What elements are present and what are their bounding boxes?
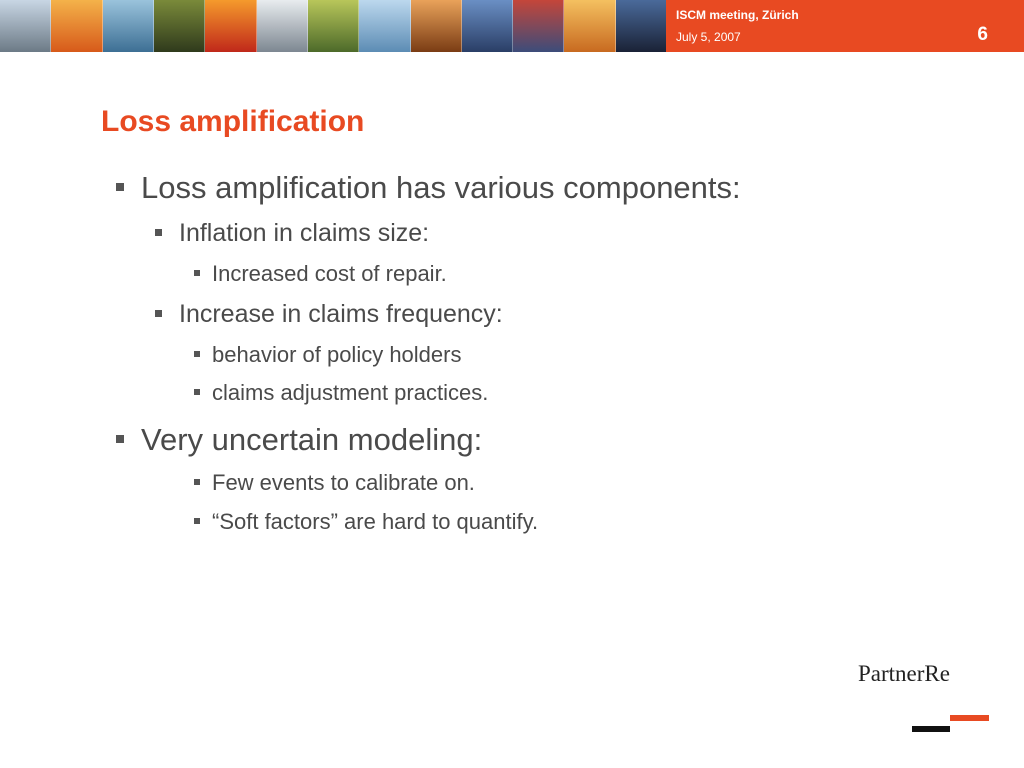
header-photo-strip [0, 0, 666, 52]
flood-water-photo [308, 0, 359, 52]
fire-photo [205, 0, 256, 52]
bullet-square-icon [116, 183, 124, 191]
brain-scan-photo [411, 0, 462, 52]
cargo-ship-photo [616, 0, 666, 52]
hurricane-satellite-photo [103, 0, 154, 52]
bullet-square-icon [116, 435, 124, 443]
industrial-tanks-photo [0, 0, 51, 52]
bullet-text: Inflation in claims size: [179, 219, 430, 247]
meeting-date: July 5, 2007 [676, 30, 741, 44]
bullet-square-icon [194, 270, 200, 276]
bullet-square-icon [194, 351, 200, 357]
logo-mark-orange [950, 715, 989, 721]
logo-mark-black [912, 726, 950, 732]
crane-photo [564, 0, 615, 52]
bullet-item [194, 509, 538, 535]
bullet-item [155, 219, 429, 248]
bullet-text: Few events to calibrate on. [212, 470, 475, 495]
bullet-text: behavior of policy holders [212, 342, 462, 367]
bullet-text: Increase in claims frequency: [179, 300, 503, 328]
bullet-text: claims adjustment practices. [212, 380, 489, 405]
skyscraper-photo [257, 0, 308, 52]
bullet-square-icon [194, 389, 200, 395]
partnerre-logo: PartnerRe [858, 661, 950, 686]
sea-horizon-photo [359, 0, 410, 52]
bullet-square-icon [194, 479, 200, 485]
page-number: 6 [977, 24, 988, 45]
bullet-item [194, 342, 461, 368]
sunset-airplane-photo [51, 0, 102, 52]
bullet-item [194, 470, 475, 496]
bullet-item [116, 170, 741, 206]
bullet-square-icon [155, 310, 162, 317]
bullet-text: Increased cost of repair. [212, 261, 447, 286]
bullet-square-icon [194, 518, 200, 524]
bullet-item [194, 261, 447, 287]
slide-title: Loss amplification [101, 105, 365, 138]
containers-photo [513, 0, 564, 52]
bullet-item [194, 380, 488, 406]
bullet-text: Loss amplification has various components: [141, 170, 741, 205]
bullet-item [116, 422, 482, 458]
bullet-text: Very uncertain modeling: [141, 422, 483, 457]
header-bar [666, 0, 1024, 52]
bullet-text: “Soft factors” are hard to quantify. [212, 509, 539, 534]
bullet-item [155, 300, 503, 329]
oil-rig-photo [154, 0, 205, 52]
meeting-name: ISCM meeting, Zürich [676, 8, 799, 22]
bullet-square-icon [155, 229, 162, 236]
refinery-photo [462, 0, 513, 52]
